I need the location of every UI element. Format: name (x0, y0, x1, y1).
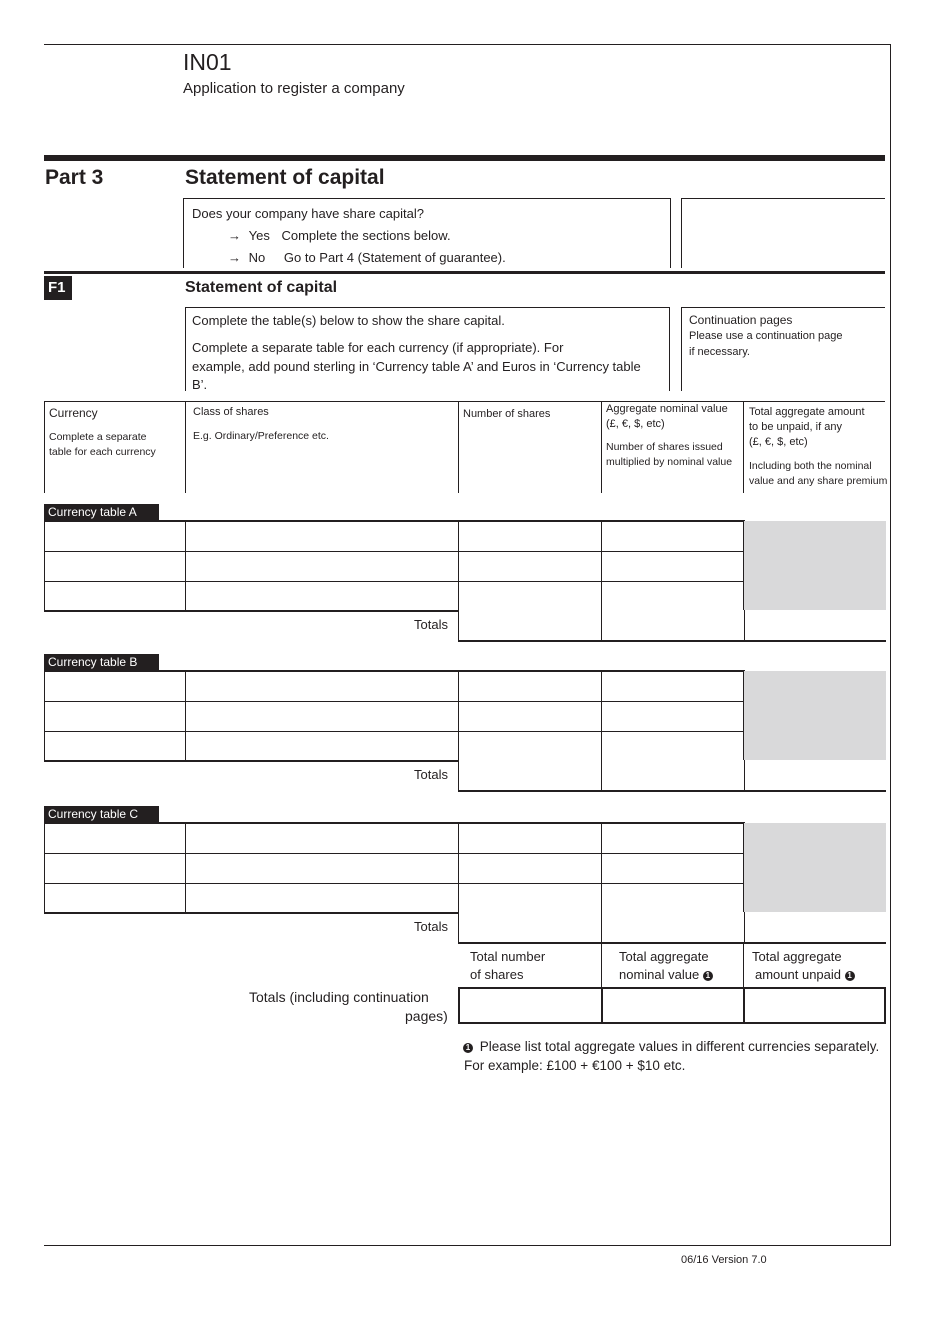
yes-text: Complete the sections below. (281, 228, 451, 243)
total-number-field[interactable] (458, 760, 602, 792)
section-badge: F1 (44, 276, 72, 300)
number-field[interactable] (458, 853, 602, 884)
footnote-line1 (463, 1038, 879, 1056)
part-label: Part 3 (45, 166, 104, 189)
aggregate-field[interactable] (601, 883, 744, 913)
grand-total-aggregate-field[interactable] (603, 989, 743, 1022)
total-unpaid-field[interactable] (744, 610, 886, 642)
col-divider (44, 401, 45, 493)
total-aggregate-field[interactable] (601, 610, 745, 642)
grand-total-unpaid-field[interactable] (745, 989, 884, 1022)
bottom-border (44, 1245, 891, 1246)
grand-totals-label-1: Totals (including continuation (249, 989, 429, 1005)
note-marker-icon: 1 (703, 971, 713, 981)
total-unpaid-field[interactable] (744, 912, 886, 944)
instruction-2c: B’. (192, 377, 208, 392)
grand-col3-line1: Total aggregate (752, 949, 842, 964)
class-field[interactable] (185, 671, 459, 702)
unpaid-shaded-area (744, 671, 886, 760)
col-currency-note2: table for each currency (49, 446, 156, 458)
currency-field[interactable] (44, 671, 186, 702)
aggregate-field[interactable] (601, 823, 744, 854)
aggregate-field[interactable] (601, 731, 744, 761)
aggregate-field[interactable] (601, 701, 744, 732)
number-field[interactable] (458, 581, 602, 611)
currency-table-label: Currency table B (44, 654, 159, 671)
col-aggregate-units: (£, €, $, etc) (606, 418, 665, 430)
col-number: Number of shares (463, 408, 551, 420)
note-marker-icon: 1 (463, 1043, 473, 1053)
class-field[interactable] (185, 883, 459, 913)
grand-totals-label-2: pages) (405, 1008, 448, 1024)
total-aggregate-field[interactable] (601, 760, 745, 792)
col-divider (743, 401, 744, 493)
currency-table-label: Currency table A (44, 504, 159, 521)
aggregate-field[interactable] (601, 521, 744, 552)
col-currency: Currency (49, 406, 98, 420)
arrow-right-icon: → (228, 250, 241, 265)
yes-label: Yes (248, 228, 270, 243)
grand-col1-line2: of shares (470, 967, 524, 982)
col-divider (743, 944, 744, 988)
aggregate-field[interactable] (601, 551, 744, 582)
grand-col3-line2 (755, 966, 855, 983)
col-unpaid-note1: Including both the nominal (749, 460, 872, 472)
aggregate-field[interactable] (601, 671, 744, 702)
currency-field[interactable] (44, 701, 186, 732)
class-field[interactable] (185, 853, 459, 884)
grand-col2-line2-text: nominal value (619, 967, 700, 982)
class-field[interactable] (185, 581, 459, 611)
no-option[interactable] (228, 249, 506, 266)
no-label: No (248, 250, 266, 265)
footnote-line2: For example: £100 + €100 + $10 etc. (464, 1058, 686, 1073)
note-marker-icon: 1 (845, 971, 855, 981)
top-border (44, 44, 891, 45)
grand-total-number-field[interactable] (460, 989, 601, 1022)
unpaid-shaded-area (744, 521, 886, 610)
total-aggregate-field[interactable] (601, 912, 745, 944)
number-field[interactable] (458, 883, 602, 913)
grand-col1-line1: Total number (470, 949, 546, 964)
yes-option[interactable] (228, 227, 451, 244)
side-note-box (681, 198, 885, 268)
continuation-title: Continuation pages (689, 313, 793, 327)
currency-table-label: Currency table C (44, 806, 159, 823)
total-number-field[interactable] (458, 610, 602, 642)
number-field[interactable] (458, 701, 602, 732)
number-field[interactable] (458, 671, 602, 702)
grand-col2-line1: Total aggregate (619, 949, 709, 964)
col-divider (601, 944, 602, 988)
number-field[interactable] (458, 551, 602, 582)
continuation-line1: Please use a continuation page (689, 330, 843, 342)
currency-field[interactable] (44, 521, 186, 552)
form-code: IN01 (183, 49, 232, 75)
version-text: 06/16 Version 7.0 (681, 1254, 767, 1266)
col-divider (601, 401, 602, 493)
totals-label: Totals (414, 919, 448, 934)
col-class: Class of shares (193, 406, 269, 418)
col-divider (458, 401, 459, 493)
total-unpaid-field[interactable] (744, 760, 886, 792)
footnote-text-1: Please list total aggregate values in different currencies separately. (479, 1039, 880, 1054)
currency-field[interactable] (44, 883, 186, 913)
col-aggregate-note2: multiplied by nominal value (606, 456, 733, 468)
number-field[interactable] (458, 823, 602, 854)
aggregate-field[interactable] (601, 853, 744, 884)
col-class-note: E.g. Ordinary/Preference etc. (193, 430, 329, 442)
class-field[interactable] (185, 551, 459, 582)
arrow-right-icon: → (228, 228, 241, 243)
grand-col2-line2 (619, 966, 713, 983)
question-text: Does your company have share capital? (192, 206, 424, 221)
currency-field[interactable] (44, 581, 186, 611)
currency-field[interactable] (44, 853, 186, 884)
class-field[interactable] (185, 823, 459, 854)
col-aggregate-note1: Number of shares issued (606, 441, 723, 453)
continuation-line2: if necessary. (689, 346, 750, 358)
class-field[interactable] (185, 521, 459, 552)
total-number-field[interactable] (458, 912, 602, 944)
totals-label: Totals (414, 617, 448, 632)
col-currency-note1: Complete a separate (49, 431, 147, 443)
totals-label: Totals (414, 767, 448, 782)
currency-field[interactable] (44, 551, 186, 582)
class-field[interactable] (185, 701, 459, 732)
part-title: Statement of capital (185, 166, 385, 189)
col-unpaid-units: (£, €, $, etc) (749, 436, 808, 448)
number-field[interactable] (458, 521, 602, 552)
no-text: Go to Part 4 (Statement of guarantee). (283, 250, 506, 265)
instruction-2b: example, add pound sterling in ‘Currency table A’ and Euros in ‘Currency table (192, 359, 641, 374)
column-header-top (44, 401, 885, 402)
instruction-1: Complete the table(s) below to show the share capital. (192, 313, 505, 328)
col-unpaid-note2: value and any share premium (749, 475, 888, 487)
col-unpaid-1: Total aggregate amount (749, 406, 865, 418)
section-title: Statement of capital (185, 279, 338, 296)
grand-col3-line2-text: amount unpaid (755, 967, 842, 982)
section-rule (44, 271, 885, 274)
number-field[interactable] (458, 731, 602, 761)
unpaid-shaded-area (744, 823, 886, 912)
col-aggregate: Aggregate nominal value (606, 403, 728, 415)
form-subtitle: Application to register a company (183, 80, 405, 97)
instruction-2a: Complete a separate table for each currency (if appropriate). For (192, 340, 564, 355)
part-rule (44, 155, 885, 161)
aggregate-field[interactable] (601, 581, 744, 611)
col-divider (185, 401, 186, 493)
class-field[interactable] (185, 731, 459, 761)
col-unpaid-2: to be unpaid, if any (749, 421, 842, 433)
currency-field[interactable] (44, 731, 186, 761)
currency-field[interactable] (44, 823, 186, 854)
right-border (890, 44, 891, 1246)
